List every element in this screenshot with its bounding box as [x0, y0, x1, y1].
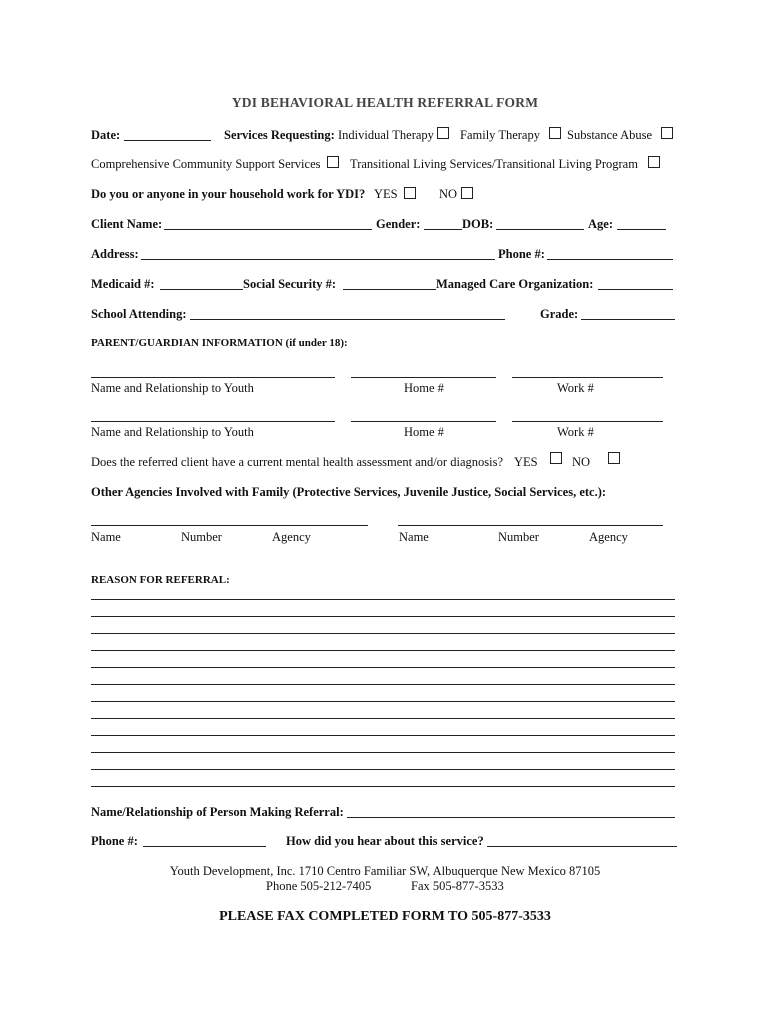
reason-heading: REASON FOR REFERRAL: [91, 574, 230, 586]
agency2-agency-label: Agency [589, 530, 628, 544]
address-label: Address: [91, 247, 139, 261]
guardian1-home-label: Home # [404, 381, 444, 395]
ydi-yes-checkbox[interactable] [404, 187, 416, 199]
grade-field[interactable] [581, 319, 675, 320]
guardian1-name-label: Name and Relationship to Youth [91, 381, 254, 395]
family-therapy-checkbox[interactable] [549, 127, 561, 139]
guardian2-name-field[interactable] [91, 421, 335, 422]
guardian2-work-label: Work # [557, 425, 594, 439]
guardian2-work-field[interactable] [512, 421, 663, 422]
gender-field[interactable] [424, 229, 462, 230]
agency2-name-label: Name [399, 530, 429, 544]
agency2-field[interactable] [398, 525, 663, 526]
ydi-no-label: NO [439, 187, 458, 201]
reason-line[interactable] [91, 701, 675, 702]
referrer-field[interactable] [347, 817, 675, 818]
dob-field[interactable] [496, 229, 584, 230]
ssn-field[interactable] [343, 289, 436, 290]
reason-line[interactable] [91, 718, 675, 719]
medicaid-label: Medicaid #: [91, 277, 155, 291]
address-field[interactable] [141, 259, 495, 260]
reason-line[interactable] [91, 616, 675, 617]
ydi-household-question: Do you or anyone in your household work for YDI? [91, 187, 366, 201]
assessment-no-checkbox[interactable] [608, 452, 620, 464]
medicaid-field[interactable] [160, 289, 243, 290]
services-label: Services Requesting: [224, 128, 335, 142]
reason-line[interactable] [91, 735, 675, 736]
assessment-yes-checkbox[interactable] [550, 452, 562, 464]
gender-label: Gender: [376, 217, 421, 231]
age-field[interactable] [617, 229, 666, 230]
assessment-yes-label: YES [514, 455, 538, 469]
individual-therapy-label: Individual Therapy [338, 128, 434, 142]
referrer-phone-field[interactable] [143, 846, 266, 847]
client-name-label: Client Name: [91, 217, 163, 231]
referrer-phone-label: Phone #: [91, 834, 138, 848]
phone-field[interactable] [547, 259, 673, 260]
reason-line[interactable] [91, 684, 675, 685]
tls-checkbox[interactable] [648, 156, 660, 168]
reason-line[interactable] [91, 667, 675, 668]
agency1-field[interactable] [91, 525, 368, 526]
substance-abuse-checkbox[interactable] [661, 127, 673, 139]
agency1-name-label: Name [91, 530, 121, 544]
reason-line[interactable] [91, 786, 675, 787]
reason-line[interactable] [91, 650, 675, 651]
ydi-yes-label: YES [374, 187, 398, 201]
assessment-question: Does the referred client have a current mental health assessment and/or diagnosis? [91, 455, 503, 469]
hear-about-field[interactable] [487, 846, 677, 847]
guardian1-name-field[interactable] [91, 377, 335, 378]
agency2-number-label: Number [498, 530, 539, 544]
ssn-label: Social Security #: [243, 277, 337, 291]
guardian2-name-label: Name and Relationship to Youth [91, 425, 254, 439]
ydi-no-checkbox[interactable] [461, 187, 473, 199]
reason-line[interactable] [91, 752, 675, 753]
reason-line[interactable] [91, 769, 675, 770]
guardian1-work-field[interactable] [512, 377, 663, 378]
assessment-no-label: NO [572, 455, 591, 469]
mco-label: Managed Care Organization: [436, 277, 594, 291]
mco-field[interactable] [598, 289, 673, 290]
client-name-field[interactable] [164, 229, 372, 230]
ccss-label: Comprehensive Community Support Services [91, 157, 321, 171]
phone-label: Phone #: [498, 247, 545, 261]
reason-line[interactable] [91, 633, 675, 634]
form-title: YDI BEHAVIORAL HEALTH REFERRAL FORM [231, 95, 539, 110]
agency1-number-label: Number [181, 530, 222, 544]
agencies-heading: Other Agencies Involved with Family (Protective Services, Juvenile Justice, Social Services, etc.): [91, 485, 607, 499]
family-therapy-label: Family Therapy [460, 128, 540, 142]
dob-label: DOB: [462, 217, 494, 231]
footer-address: Youth Development, Inc. 1710 Centro Familiar SW, Albuquerque New Mexico 87105 [169, 864, 601, 878]
individual-therapy-checkbox[interactable] [437, 127, 449, 139]
tls-label: Transitional Living Services/Transitional Living Program [350, 157, 638, 171]
guardian1-home-field[interactable] [351, 377, 496, 378]
reason-line[interactable] [91, 599, 675, 600]
grade-label: Grade: [540, 307, 579, 321]
school-label: School Attending: [91, 307, 187, 321]
ccss-checkbox[interactable] [327, 156, 339, 168]
guardian1-work-label: Work # [557, 381, 594, 395]
guardian2-home-field[interactable] [351, 421, 496, 422]
date-label: Date: [91, 128, 121, 142]
footer-fax: Fax 505-877-3533 [411, 879, 504, 893]
hear-about-label: How did you hear about this service? [286, 834, 484, 848]
footer-phone: Phone 505-212-7405 [266, 879, 372, 893]
agency1-agency-label: Agency [272, 530, 311, 544]
fax-notice: PLEASE FAX COMPLETED FORM TO 505-877-3533 [219, 909, 551, 924]
date-field[interactable] [124, 140, 211, 141]
substance-abuse-label: Substance Abuse [567, 128, 653, 142]
school-field[interactable] [190, 319, 505, 320]
guardian2-home-label: Home # [404, 425, 444, 439]
age-label: Age: [588, 217, 613, 231]
referrer-label: Name/Relationship of Person Making Referral: [91, 805, 344, 819]
guardian-heading: PARENT/GUARDIAN INFORMATION (if under 18): [91, 337, 348, 349]
